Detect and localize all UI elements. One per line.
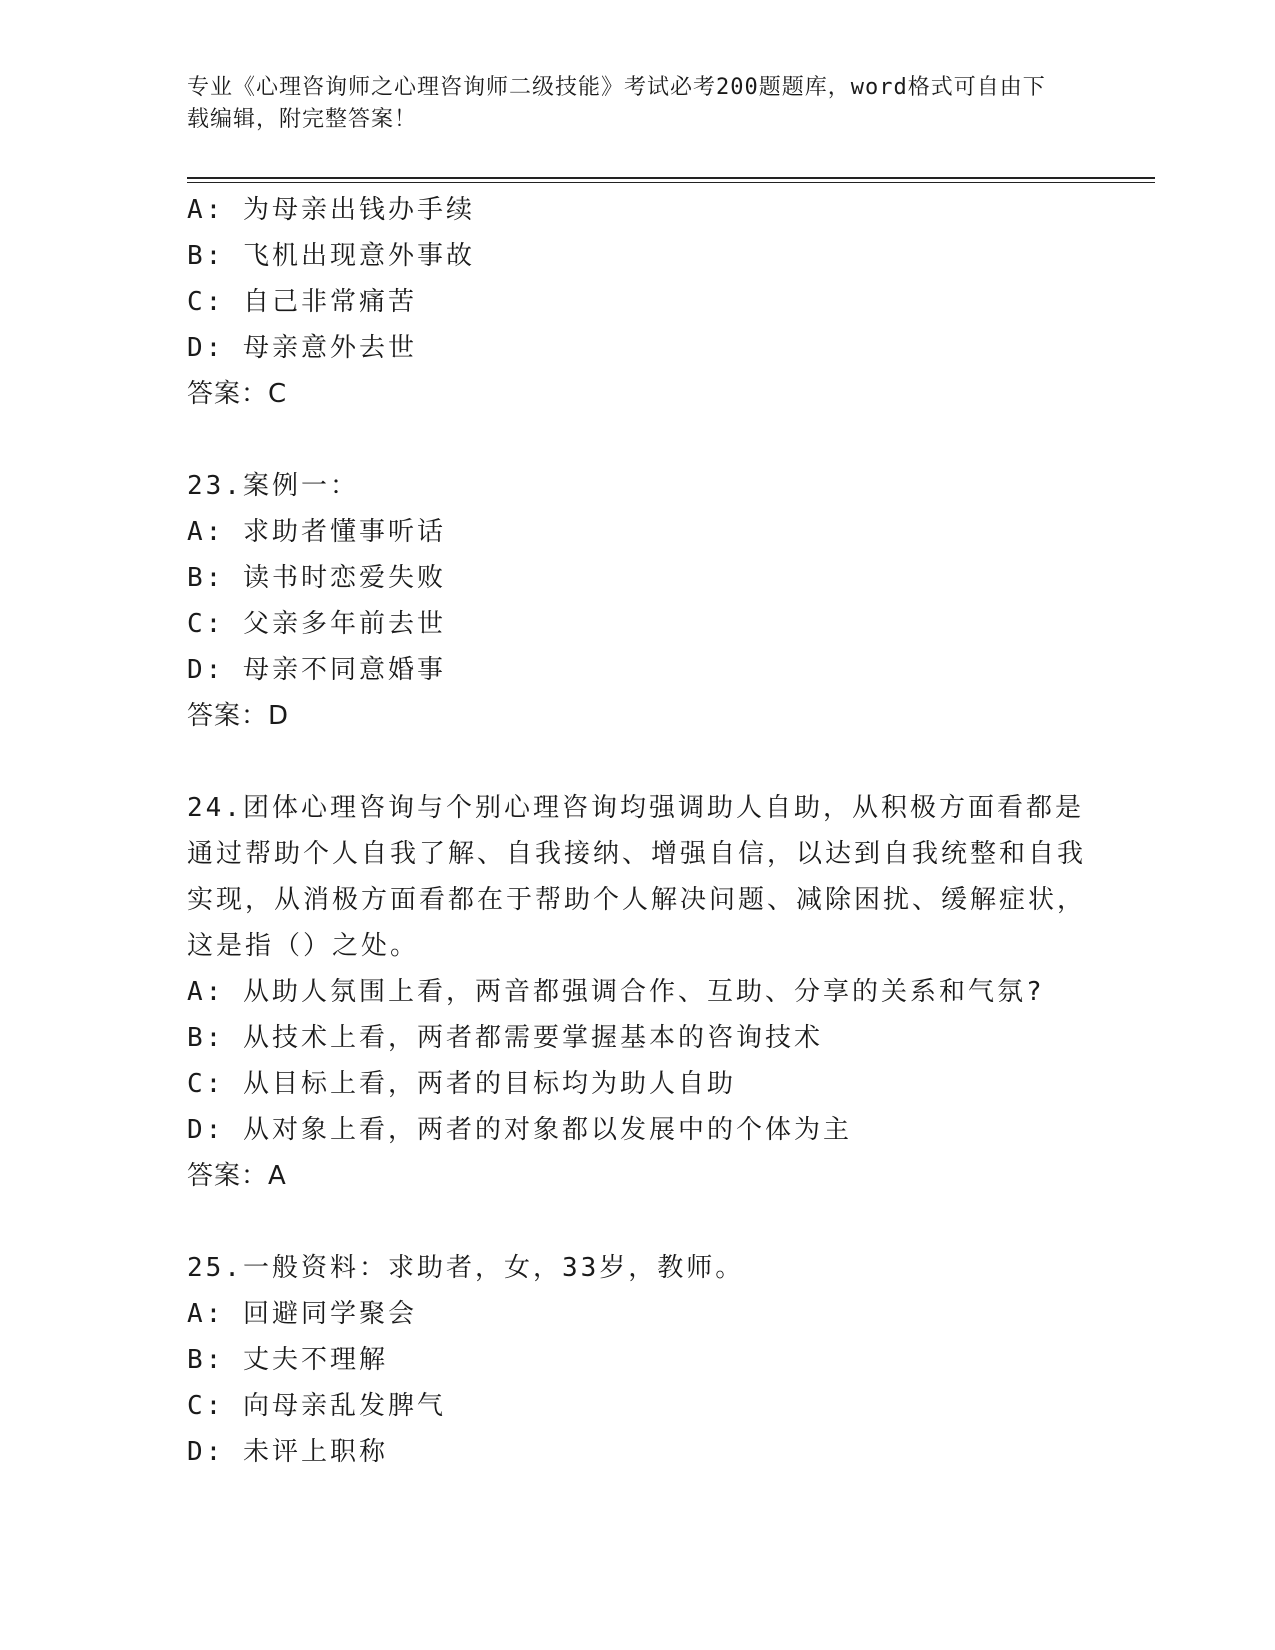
option-b: B: 丈夫不理解 — [187, 1345, 388, 1375]
option-b: B: 读书时恋爱失败 — [187, 563, 446, 593]
spacer — [187, 1199, 1087, 1245]
option-c: C: 自己非常痛苦 — [187, 287, 417, 317]
answer-line: 答案：A — [187, 1161, 287, 1191]
spacer — [187, 739, 1087, 785]
answer-line: 答案：D — [187, 701, 290, 731]
option-d: D: 母亲意外去世 — [187, 333, 417, 363]
answer-line: 答案：C — [187, 379, 288, 409]
question-24 — [187, 785, 1087, 1199]
option-a: A: 求助者懂事听话 — [187, 517, 446, 547]
option-a: A: 为母亲出钱办手续 — [187, 195, 475, 225]
question-list — [187, 187, 1087, 1475]
option-d: D: 从对象上看，两者的对象都以发展中的个体为主 — [187, 1115, 852, 1145]
option-c: C: 父亲多年前去世 — [187, 609, 446, 639]
option-b: B: 从技术上看，两者都需要掌握基本的咨询技术 — [187, 1023, 823, 1053]
header-rule-thick — [187, 177, 1155, 179]
question-stem: 23.案例一： — [187, 471, 359, 501]
question-22 — [187, 187, 1087, 417]
question-25 — [187, 1245, 1087, 1475]
option-a: A: 回避同学聚会 — [187, 1299, 417, 1329]
option-d: D: 母亲不同意婚事 — [187, 655, 446, 685]
document-header — [187, 72, 1067, 136]
header-title: 专业《心理咨询师之心理咨询师二级技能》考试必考200题题库，word格式可自由下载编辑，附完整答案！ — [187, 75, 1046, 132]
option-a: A: 从助人氛围上看，两音都强调合作、互助、分享的关系和气氛? — [187, 977, 1045, 1007]
question-stem: 25.一般资料：求助者，女，33岁，教师。 — [187, 1253, 745, 1283]
option-c: C: 从目标上看，两者的目标均为助人自助 — [187, 1069, 736, 1099]
question-23 — [187, 463, 1087, 739]
option-d: D: 未评上职称 — [187, 1437, 388, 1467]
question-stem: 24.团体心理咨询与个别心理咨询均强调助人自助，从积极方面看都是通过帮助个人自我了解、自我接纳、增强自信，以达到自我统整和自我实现，从消极方面看都在于帮助个人解决问题、减除困扰、缓解症状，这是指（）之处。 — [187, 793, 1087, 961]
option-c: C: 向母亲乱发脾气 — [187, 1391, 446, 1421]
spacer — [187, 417, 1087, 463]
header-rule-thin — [187, 182, 1155, 183]
option-b: B: 飞机出现意外事故 — [187, 241, 475, 271]
